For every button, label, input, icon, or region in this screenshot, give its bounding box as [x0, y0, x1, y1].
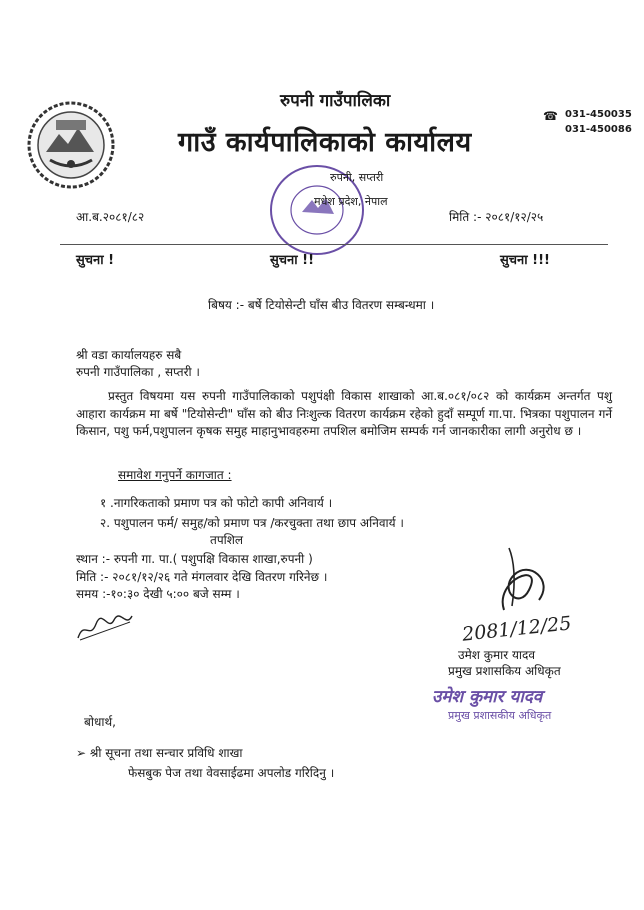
reference-number: आ.ब.२०८१/८२	[76, 210, 145, 224]
telephone-icon: ☎	[543, 109, 558, 123]
notice-label: सुचना !!	[270, 253, 315, 268]
signatory-name: उमेश कुमार यादव	[458, 648, 536, 662]
recipient-line: रुपनी गाउँपालिका , सप्तरी ।	[76, 365, 200, 379]
phone-number: 031-450035	[565, 109, 632, 120]
schedule-heading: तपशिल	[210, 533, 244, 547]
header-divider	[60, 244, 608, 245]
inclusion-title: समावेश गनुपर्ने कागजात :	[118, 468, 232, 482]
schedule-location: स्थान :- रुपनी गा. पा.( पशुपक्षि विकास शाखा,रुपनी )	[76, 552, 313, 566]
subject-line: बिषय :- बर्षे टियोसेन्टी घाँस बीउ वितरण सम्बन्धमा ।	[208, 298, 435, 312]
recipient-line: श्री वडा कार्यालयहरु सबै	[76, 348, 182, 362]
cc-line: फेसबुक पेज तथा वेवसाईढमा अपलोड गरिदिनु ।	[128, 766, 335, 780]
inclusion-item: १ .नागरिकताको प्रमाण पत्र को फोटो कापी अनिवार्य ।	[100, 496, 333, 510]
arrow-bullet-icon: ➢	[76, 746, 90, 760]
signatory-designation: प्रमुख प्रशासकिय अधिकृत	[448, 664, 561, 678]
office-title: गाउँ कार्यपालिकाको कार्यालय	[178, 127, 472, 158]
inclusion-item: २. पशुपालन फर्म/ समुह/को प्रमाण पत्र /करचुक्ता तथा छाप अनिवार्य ।	[100, 516, 404, 530]
notice-label: सुचना !!!	[500, 253, 550, 268]
cc-label: बोधार्थ,	[84, 715, 116, 729]
signature	[484, 540, 564, 620]
stamp-designation: प्रमुख प्रशासकीय अधिकृत	[448, 709, 552, 722]
notice-label: सुचना !	[76, 253, 115, 268]
stamp-name: उमेश कुमार यादव	[432, 687, 543, 707]
government-emblem-icon	[26, 100, 116, 190]
handwritten-date: 2081/12/25	[461, 612, 573, 646]
municipality-name: रुपनी गाउँपालिका	[280, 91, 391, 111]
cc-line	[76, 744, 243, 761]
schedule-date: मिति :- २०८१/१२/२६ गते मंगलवार देखि वितरण गरिनेछ ।	[76, 570, 328, 584]
initials-scribble	[74, 610, 136, 644]
body-paragraph	[76, 388, 612, 441]
phone-number: 031-450086	[565, 124, 632, 135]
address-line: रुपनी, सप्तरी	[330, 171, 384, 184]
schedule-time: समय :-१०:३० देखी ५:०० बजे सम्म ।	[76, 587, 240, 601]
body-text: प्रस्तुत विषयमा यस रुपनी गाउँपालिकाको पशुपंक्षी विकास शाखाको आ.ब.०८१/०८२ को कार्यक्रम अन्तर्गत पशु आहारा कार्यक्रम मा बर्षे "टियोसेन्टी" घाँस को बीउ निःशुल्क वितरण कार्यक्रम रहेको हुदाँ सम्पूर्ण गा.पा. भित्रका पशुपालन गर्ने किसान, पशु फर्म,पशुपालन कृषक समुह माहानुभावहरुमा तपशिल बमोजिम सम्पर्क गर्न जानकारीका लागी अनुरोध छ ।	[76, 389, 612, 438]
address-line: मधेश प्रदेश, नेपाल	[314, 195, 388, 208]
cc-line-text: श्री सूचना तथा सन्चार प्रविधि शाखा	[89, 746, 243, 760]
letter-date: मिति :- २०८१/१२/२५	[449, 210, 544, 224]
